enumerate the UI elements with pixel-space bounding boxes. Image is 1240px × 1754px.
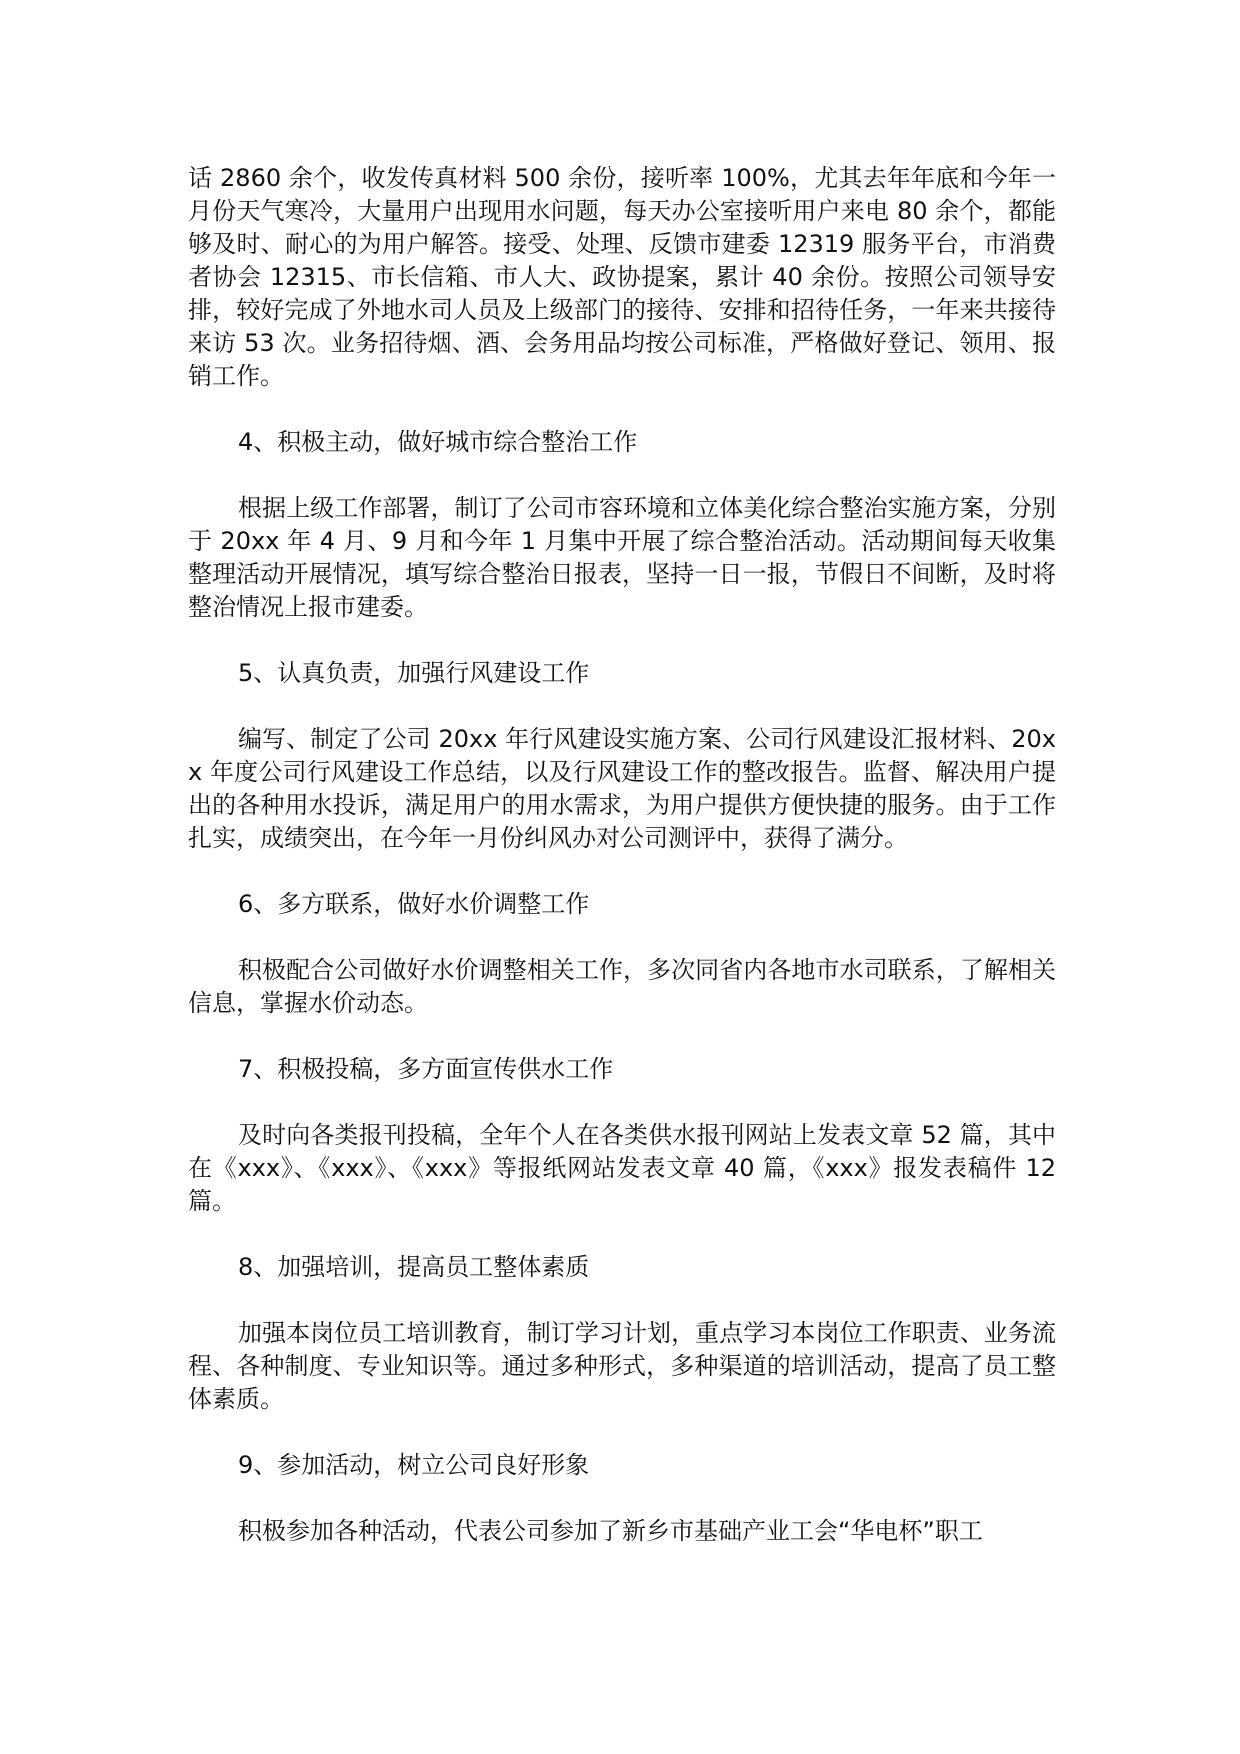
paragraph-6: 加强本岗位员工培训教育，制订学习计划，重点学习本岗位工作职责、业务流程、各种制度、专业知识等。通过多种形式，多种渠道的培训活动，提高了员工整体素质。 — [188, 1319, 1056, 1413]
section-heading-9: 9、参加活动，树立公司良好形象 — [238, 1451, 590, 1479]
section-heading-4: 4、积极主动，做好城市综合整治工作 — [238, 428, 638, 456]
document-page — [188, 162, 1056, 1548]
section-heading-6: 6、多方联系，做好水价调整工作 — [238, 890, 590, 918]
paragraph-5: 及时向各类报刊投稿，全年个人在各类供水报刊网站上发表文章 52 篇，其中在《xxx》、《xxx》、《xxx》等报纸网站发表文章 40 篇，《xxx》报发表稿件 12 篇。 — [188, 1121, 1056, 1215]
paragraph-7: 积极参加各种活动，代表公司参加了新乡市基础产业工会“华电杯”职工 — [238, 1517, 983, 1545]
paragraph-2: 根据上级工作部署，制订了公司市容环境和立体美化综合整治实施方案，分别于 20xx 年 4 月、9 月和今年 1 月集中开展了综合整治活动。活动期间每天收集整理活动开展情况，填写综合整治日报表，坚持一日一报，节假日不间断，及时将整治情况上报市建委。 — [188, 494, 1056, 621]
section-heading-7: 7、积极投稿，多方面宣传供水工作 — [238, 1055, 614, 1083]
section-heading-8: 8、加强培训，提高员工整体素质 — [238, 1253, 590, 1281]
paragraph-4: 积极配合公司做好水价调整相关工作，多次同省内各地市水司联系，了解相关信息，掌握水价动态。 — [188, 956, 1056, 1017]
section-heading-5: 5、认真负责，加强行风建设工作 — [238, 659, 590, 687]
paragraph-3: 编写、制定了公司 20xx 年行风建设实施方案、公司行风建设汇报材料、20xx 年度公司行风建设工作总结，以及行风建设工作的整改报告。监督、解决用户提出的各种用水投诉，满足用户的用水需求，为用户提供方便快捷的服务。由于工作扎实，成绩突出，在今年一月份纠风办对公司测评中，获得了满分。 — [188, 725, 1056, 852]
paragraph-1: 话 2860 余个，收发传真材料 500 余份，接听率 100%，尤其去年年底和今年一月份天气寒冷，大量用户出现用水问题，每天办公室接听用户来电 80 余个，都能够及时、耐心的为用户解答。接受、处理、反馈市建委 12319 服务平台，市消费者协会 12315、市长信箱、市人大、政协提案，累计 40 余份。按照公司领导安排，较好完成了外地水司人员及上级部门的接待、安排和招待任务，一年来共接待来访 53 次。业务招待烟、酒、会务用品均按公司标准，严格做好登记、领用、报销工作。 — [188, 164, 1056, 390]
